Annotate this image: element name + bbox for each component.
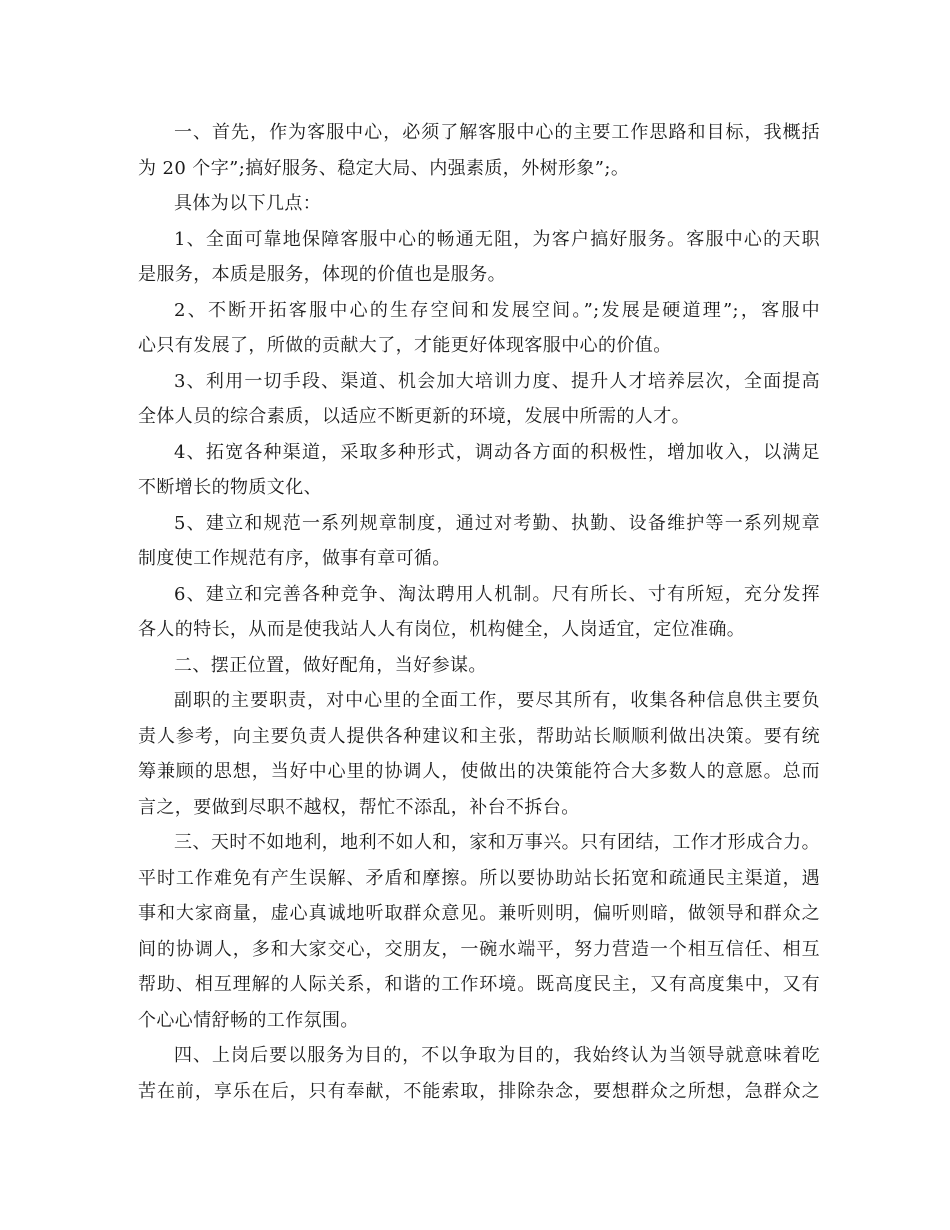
text-line: 心只有发展了，所做的贡献大了，才能更好体现客服中心的价值。 bbox=[138, 335, 672, 356]
paragraph bbox=[138, 825, 820, 1038]
paragraph bbox=[138, 1038, 820, 1109]
paragraph bbox=[138, 683, 820, 825]
paragraph bbox=[138, 577, 820, 648]
text-line: 为 20 个字”;搞好服务、稳定大局、内强素质，外树形象”;。 bbox=[138, 157, 630, 179]
text-line: 制度使工作规范有序，做事有章可循。 bbox=[138, 548, 451, 569]
text-line: 筹兼顾的思想，当好中心里的协调人，使做出的决策能符合大多数人的意愿。总而 bbox=[138, 761, 820, 782]
paragraph bbox=[138, 364, 820, 435]
paragraph bbox=[138, 506, 820, 577]
text-line: 间的协调人，多和大家交心，交朋友，一碗水端平，努力营造一个相互信任、相互 bbox=[138, 938, 820, 960]
text-line: 一、首先，作为客服中心，必须了解客服中心的主要工作思路和目标，我概括 bbox=[174, 122, 820, 143]
paragraph bbox=[138, 115, 820, 186]
text-line: 帮助、相互理解的人际关系，和谐的工作环境。既高度民主，又有高度集中，又有 bbox=[138, 974, 820, 995]
text-line: 事和大家商量，虚心真诚地听取群众意见。兼听则明，偏听则暗，做领导和群众之 bbox=[138, 903, 820, 924]
paragraph bbox=[138, 222, 820, 293]
text-line: 个心心情舒畅的工作氛围。 bbox=[138, 1009, 359, 1031]
text-line: 具体为以下几点： bbox=[174, 193, 322, 214]
text-line: 苦在前，享乐在后，只有奉献，不能索取，排除杂念，要想群众之所想，急群众之 bbox=[138, 1080, 820, 1102]
text-line: 3、利用一切手段、渠道、机会加大培训力度、提升人才培养层次，全面提高 bbox=[174, 370, 820, 392]
text-line: 4、拓宽各种渠道，采取多种形式，调动各方面的积极性，增加收入，以满足 bbox=[174, 441, 820, 463]
paragraph bbox=[138, 186, 820, 222]
text-line: 言之，要做到尽职不越权，帮忙不添乱，补台不拆台。 bbox=[138, 796, 580, 818]
text-line: 1、全面可靠地保障客服中心的畅通无阻，为客户搞好服务。客服中心的天职 bbox=[174, 228, 820, 250]
paragraph bbox=[138, 293, 820, 364]
text-line: 二、摆正位置，做好配角，当好参谋。 bbox=[174, 654, 487, 676]
text-line: 不断增长的物质文化、 bbox=[138, 477, 322, 498]
paragraph bbox=[138, 435, 820, 506]
text-line: 6、建立和完善各种竞争、淘汰聘用人机制。尺有所长、寸有所短，充分发挥 bbox=[174, 583, 820, 605]
text-line: 三、天时不如地利，地利不如人和，家和万事兴。只有团结，工作才形成合力。 bbox=[174, 832, 820, 853]
text-line: 副职的主要职责，对中心里的全面工作，要尽其所有，收集各种信息供主要负 bbox=[174, 690, 820, 711]
text-line: 全体人员的综合素质，以适应不断更新的环境，发展中所需的人才。 bbox=[138, 406, 690, 427]
text-line: 是服务，本质是服务，体现的价值也是服务。 bbox=[138, 264, 506, 285]
text-line: 平时工作难免有产生误解、矛盾和摩擦。所以要协助站长拓宽和疏通民主渠道，遇 bbox=[138, 867, 820, 889]
text-line: 各人的特长，从而是使我站人人有岗位，机构健全，人岗适宜，定位准确。 bbox=[138, 619, 746, 640]
text-line: 责人参考，向主要负责人提供各种建议和主张，帮助站长顺顺利做出决策。要有统 bbox=[138, 725, 820, 747]
text-line: 2、不断开拓客服中心的生存空间和发展空间。”;发展是硬道理”;，客服中 bbox=[174, 299, 820, 321]
text-line: 5、建立和规范一系列规章制度，通过对考勤、执勤、设备维护等一系列规章 bbox=[174, 512, 820, 534]
paragraph bbox=[138, 648, 820, 684]
document-body bbox=[138, 115, 820, 1109]
text-line: 四、上岗后要以服务为目的，不以争取为目的，我始终认为当领导就意味着吃 bbox=[174, 1045, 820, 1066]
